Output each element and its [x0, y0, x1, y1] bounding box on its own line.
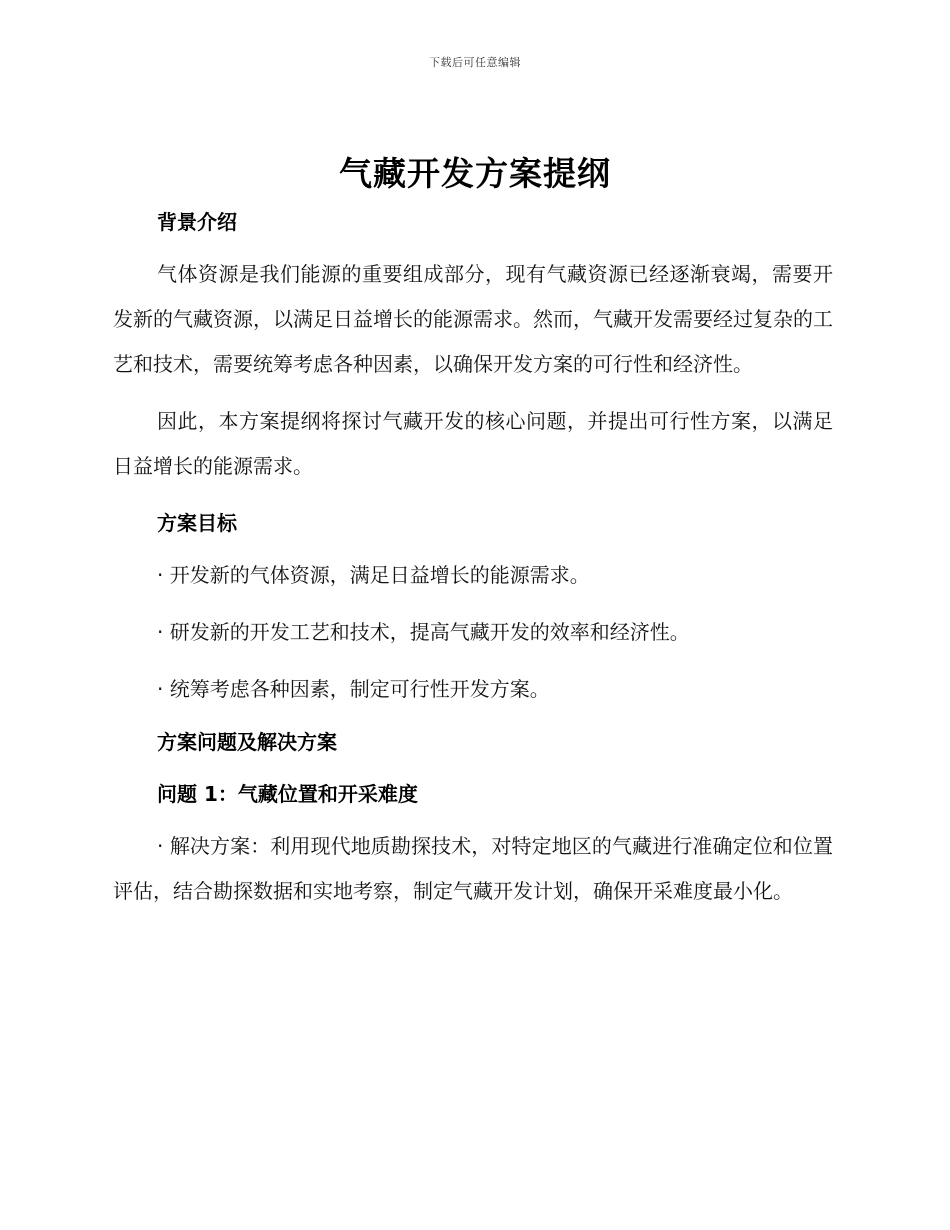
document-body: [113, 204, 833, 914]
document-title: 气藏开发方案提纲: [339, 154, 611, 193]
header-note: 下载后可任意编辑: [429, 56, 521, 69]
background-paragraph-1: 气体资源是我们能源的重要组成部分，现有气藏资源已经逐渐衰竭，需要开发新的气藏资源，以满足日益增长的能源需求。然而，气藏开发需要经过复杂的工艺和技术，需要统筹考虑各种因素，以确保开发方案的可行性和经济性。: [113, 262, 833, 376]
goal-item-1: · 开发新的气体资源，满足日益增长的能源需求。: [157, 563, 590, 587]
goal-item-3: · 统筹考虑各种因素，制定可行性开发方案。: [157, 677, 550, 701]
section-heading-background: 背景介绍: [157, 210, 237, 234]
background-paragraph-2: 因此，本方案提纲将探讨气藏开发的核心问题，并提出可行性方案，以满足日益增长的能源需求。: [113, 409, 833, 478]
section-heading-goals: 方案目标: [157, 511, 237, 535]
goal-item-2: · 研发新的开发工艺和技术，提高气藏开发的效率和经济性。: [157, 620, 690, 644]
section-heading-problems: 方案问题及解决方案: [157, 730, 337, 754]
problem-1-solution: · 解决方案：利用现代地质勘探技术，对特定地区的气藏进行准确定位和位置评估，结合勘探数据和实地考察，制定气藏开发计划，确保开采难度最小化。: [113, 834, 833, 903]
problem-1-title: 问题 1：气藏位置和开采难度: [157, 782, 418, 806]
